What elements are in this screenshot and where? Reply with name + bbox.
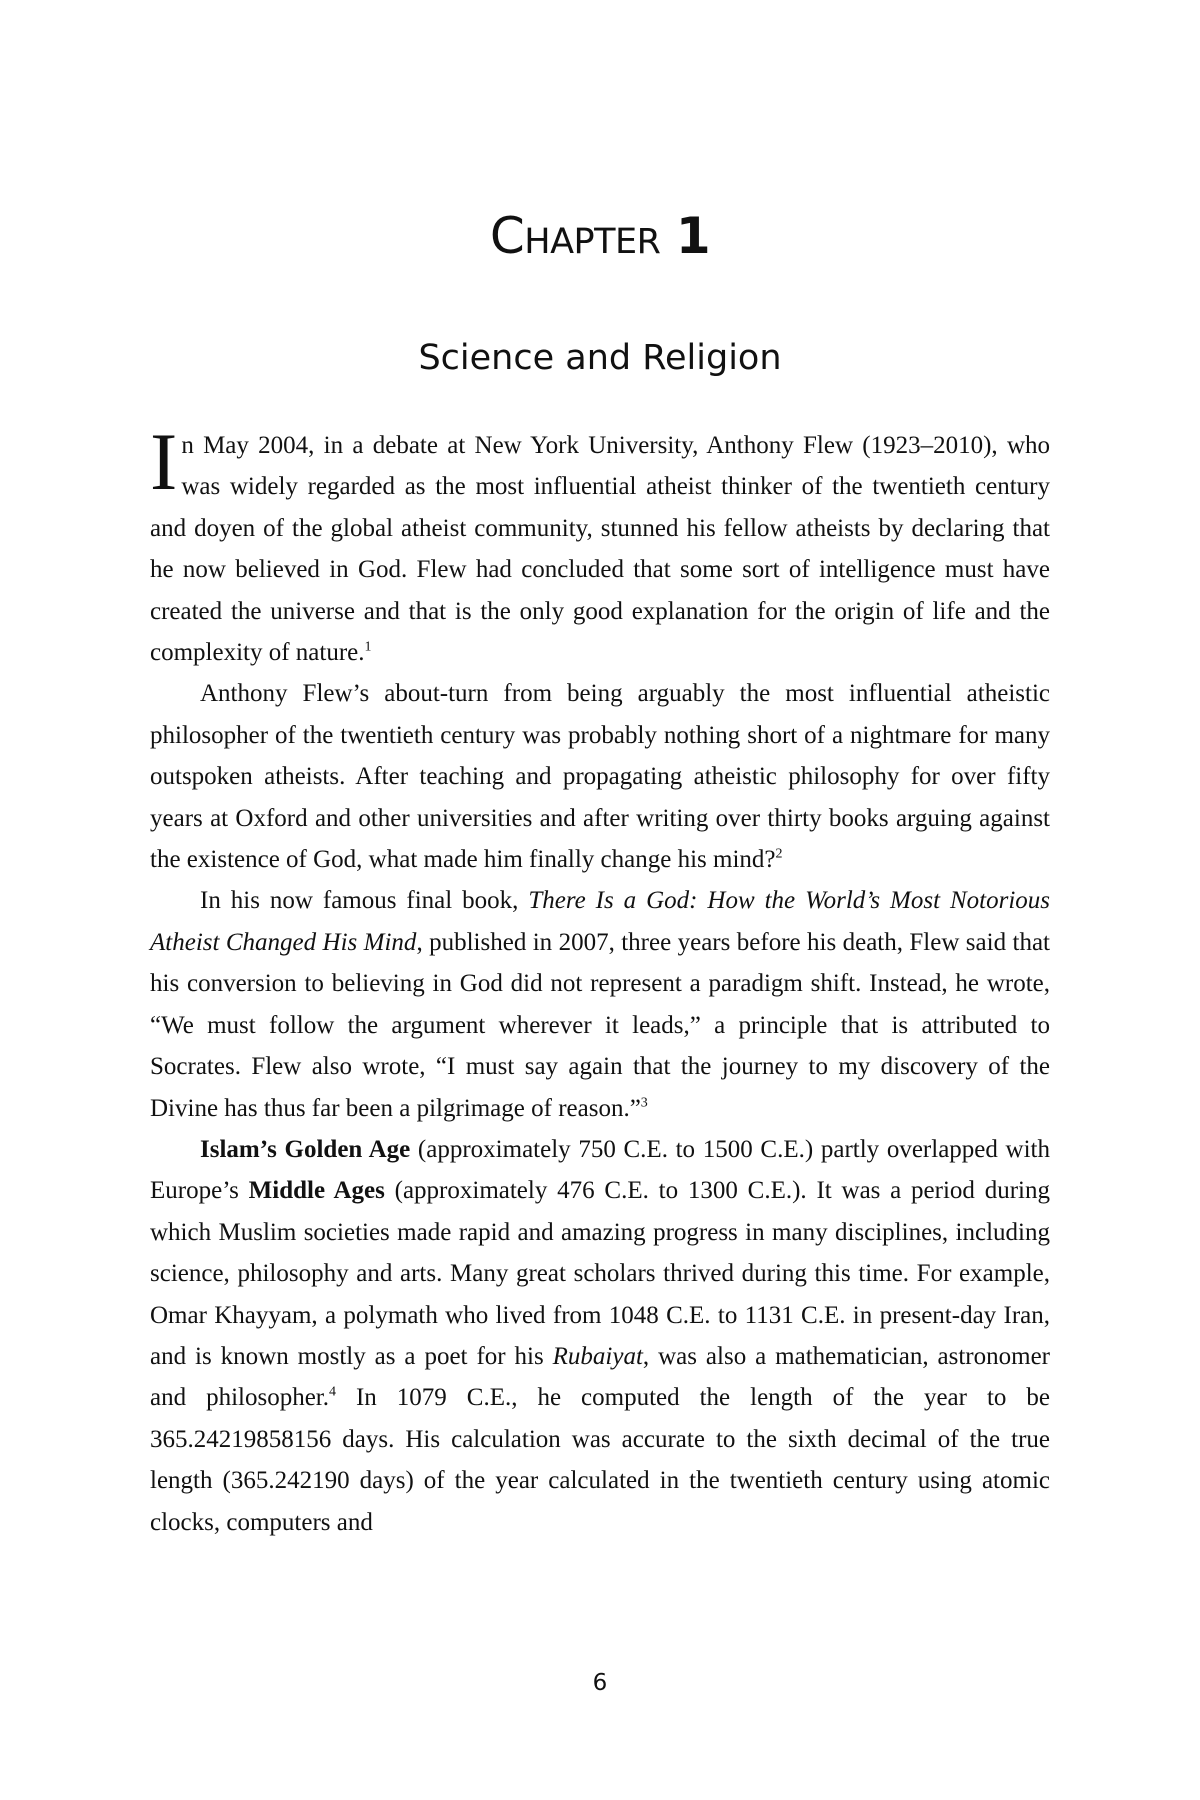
paragraph-text: , was also a mathematician, astronomer and philosopher. [150, 1342, 1050, 1412]
paragraph-text: , published in 2007, three years before his death, Flew said that his conversion to believing in God did not represent a paradigm shift. Instead, he wrote, “We must follow the argument wherever it leads,” a principle that is attributed to Socrates. Flew also wrote, “I must say again that the journey to my discovery of the Divine has thus far been a pilgrimage of reason.” [150, 928, 1050, 1122]
footnote-marker: 1 [364, 639, 372, 655]
paragraph-text: In his now famous final book, [200, 887, 529, 915]
drop-cap: I [150, 416, 178, 507]
footnote-marker: 4 [329, 1385, 336, 1401]
bold-term: Middle Ages [248, 1177, 385, 1205]
paragraph-1 [150, 416, 1050, 673]
paragraph-text: (approximately 476 C.E. to 1300 C.E.). It was a period during which Muslim societies made rapid and amazing progress in many disciplines, including science, philosophy and arts. Many great scholars thrived during this time. For example, Omar Khayyam, a polymath who lived from 1048 C.E. to 1131 C.E. in present-day Iran, and is known mostly as a poet for his [150, 1177, 1050, 1370]
chapter-heading [0, 206, 1200, 266]
bold-term: Islam’s Golden Age [200, 1135, 411, 1163]
italic-term: Rubaiyat [552, 1342, 643, 1370]
page-number: 6 [592, 1670, 608, 1696]
paragraph-text: In 1079 C.E., he computed the length of the year to be 365.24219858156 days. His calculation was accurate to the sixth decimal of the true length (365.242190 days) of the year calculated in the twentieth century using atomic clocks, computers and [150, 1384, 1050, 1536]
paragraph-text: (approximately 750 C.E. to 1500 C.E.) partly overlapped with Europe’s [150, 1135, 1051, 1205]
paragraph-2 [150, 673, 1050, 880]
paragraph-text: Anthony Flew’s about-turn from being arguably the most influential atheistic philosopher of the twentieth century was probably nothing short of a nightmare for many outspoken atheists. After teaching and propagating atheistic philosophy for over fifty years at Oxford and other universities and after writing over thirty books arguing against the existence of God, what made him finally change his mind? [150, 680, 1050, 874]
book-title: There Is a God: How the World’s Most Notorious Atheist Changed His Mind [150, 887, 1050, 956]
paragraph-3 [150, 880, 1050, 1128]
paragraph-4 [150, 1129, 1050, 1543]
body-text [150, 416, 1051, 1543]
footnote-marker: 2 [775, 846, 783, 862]
chapter-label: Chapter [489, 207, 661, 265]
chapter-title: Science and Religion [418, 338, 782, 378]
chapter-number: 1 [675, 207, 711, 265]
paragraph-text: n May 2004, in a debate at New York University, Anthony Flew (1923–2010), who was widely regarded as the most influential atheist thinker of the twentieth century and doyen of the global atheist community, stunned his fellow atheists by declaring that he now believed in God. Flew had concluded that some sort of intelligence must have created the universe and that is the only good explanation for the origin of life and the complexity of nature. [150, 432, 1050, 667]
footnote-marker: 3 [640, 1095, 648, 1111]
